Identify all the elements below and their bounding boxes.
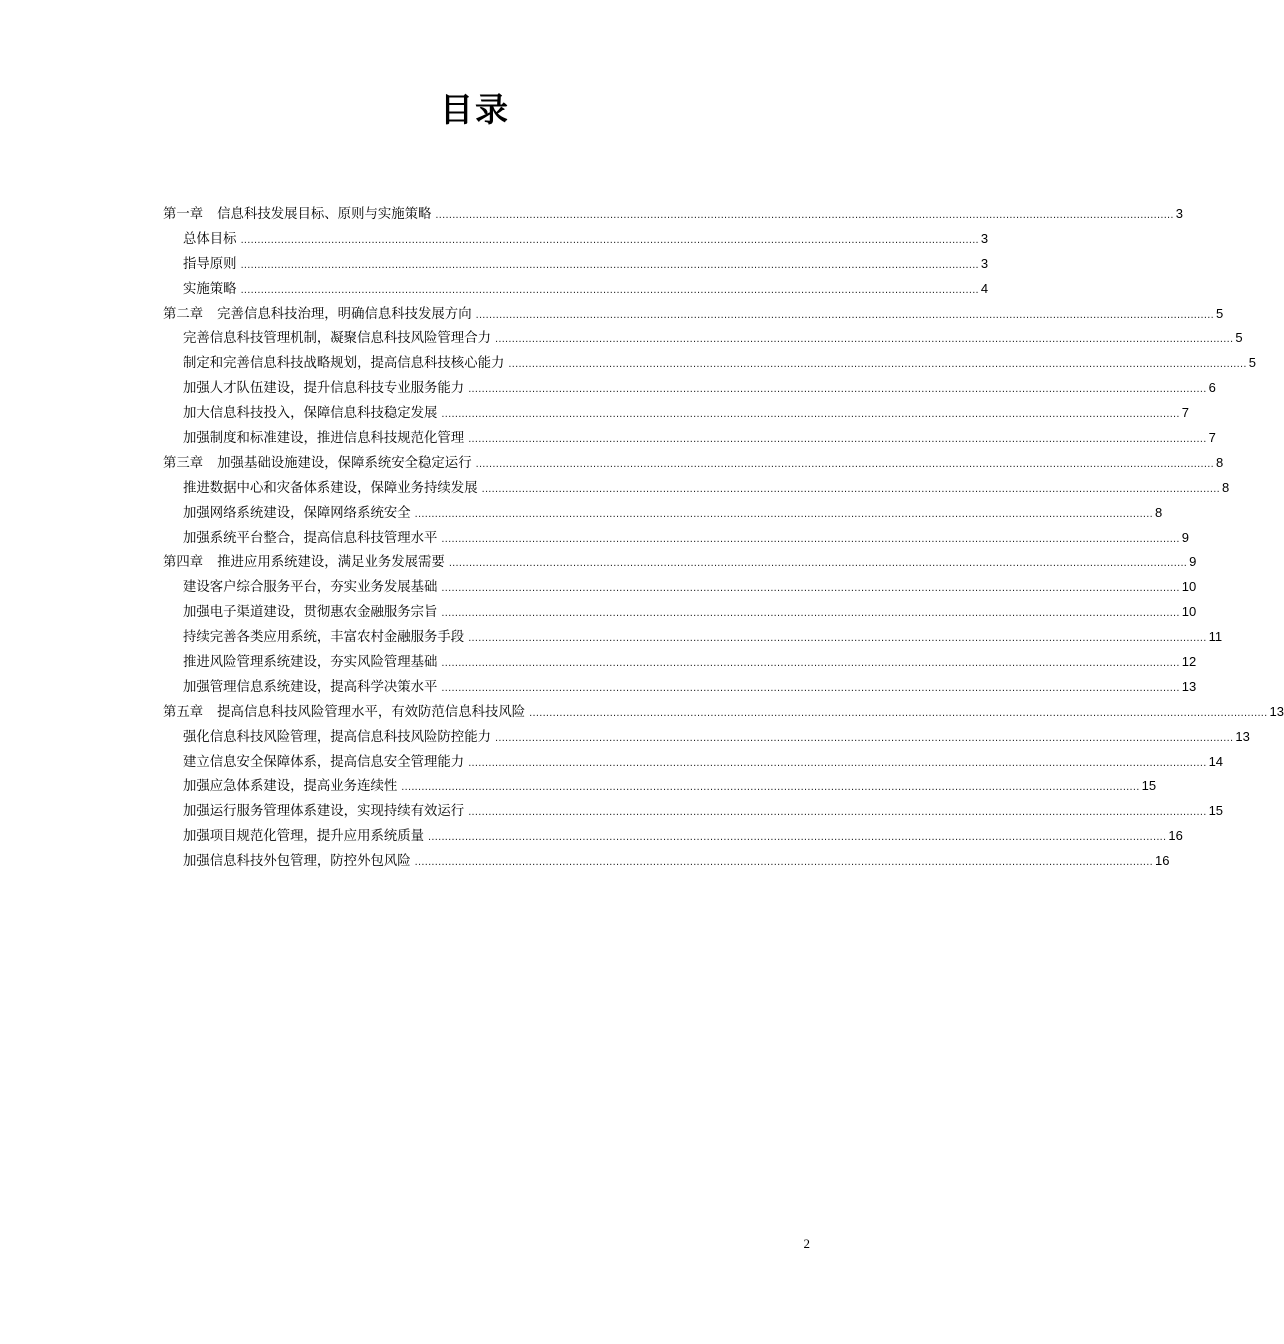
toc-entry-label	[183, 800, 464, 825]
toc-entry-label	[183, 402, 437, 427]
toc-page-number: 8	[1215, 454, 1224, 470]
toc-page-number: 13	[1181, 678, 1197, 694]
toc-chapter-entry[interactable]	[163, 550, 1197, 575]
toc-page-number: 16	[1168, 828, 1183, 844]
toc-section-entry[interactable]	[163, 650, 1197, 675]
toc-section-entry[interactable]	[163, 600, 1197, 625]
toc-entry-label	[183, 278, 237, 303]
toc-dot-leader: ............................................................................................................................................................................................................................	[529, 706, 1268, 719]
toc-page-number: 7	[1208, 430, 1216, 446]
toc-entry-label	[183, 327, 491, 352]
toc-dot-leader: ............................................................................................................................................................................................................................	[494, 333, 1234, 346]
toc-entry-title: 完善信息科技管理机制，凝聚信息科技风险管理合力	[183, 331, 491, 347]
toc-section-entry[interactable]	[163, 849, 1170, 874]
toc-page-number: 4	[980, 280, 989, 296]
toc-entry-title: 持续完善各类应用系统，丰富农村金融服务手段	[183, 630, 465, 646]
toc-dot-leader: ............................................................................................................................................................................................................................	[240, 283, 979, 296]
toc-dot-leader: ............................................................................................................................................................................................................................	[240, 258, 979, 271]
toc-dot-leader: ............................................................................................................................................................................................................................	[468, 806, 1207, 819]
toc-entry-title: 推进风险管理系统建设，夯实风险管理基础	[183, 655, 438, 671]
toc-entry-label	[183, 626, 464, 651]
toc-section-entry[interactable]	[163, 426, 1216, 451]
toc-entry-label	[183, 377, 464, 402]
toc-entry-label	[183, 751, 464, 776]
toc-dot-leader: ............................................................................................................................................................................................................................	[508, 358, 1247, 371]
toc-section-entry[interactable]	[163, 476, 1230, 501]
toc-section-entry[interactable]	[163, 625, 1223, 650]
toc-entry-label	[183, 850, 411, 875]
toc-section-entry[interactable]	[163, 351, 1256, 376]
toc-entry-label	[183, 775, 397, 800]
toc-dot-leader: ............................................................................................................................................................................................................................	[468, 756, 1207, 769]
toc-chapter-entry[interactable]	[163, 451, 1224, 476]
toc-entry-title: 完善信息科技治理，明确信息科技发展方向	[217, 306, 472, 322]
toc-entry-label	[183, 825, 424, 850]
toc-chapter-entry[interactable]	[163, 700, 1284, 725]
toc-entry-label	[163, 203, 431, 228]
toc-page-number: 10	[1181, 604, 1197, 620]
toc-page-number: 8	[1221, 479, 1230, 495]
toc-dot-leader: ............................................................................................................................................................................................................................	[468, 433, 1207, 446]
toc-entry-label	[183, 576, 437, 601]
toc-entry-title: 加强电子渠道建设，贯彻惠农金融服务宗旨	[183, 605, 438, 621]
toc-entry-label	[183, 427, 464, 452]
toc-entry-title: 建立信息安全保障体系，提高信息安全管理能力	[183, 754, 465, 770]
toc-section-entry[interactable]	[163, 227, 989, 252]
toc-dot-leader: ............................................................................................................................................................................................................................	[441, 681, 1180, 694]
toc-dot-leader: ............................................................................................................................................................................................................................	[468, 632, 1207, 645]
toc-entry-title: 建设客户综合服务平台，夯实业务发展基础	[183, 580, 438, 596]
toc-dot-leader: ............................................................................................................................................................................................................................	[441, 607, 1180, 620]
toc-section-entry[interactable]	[163, 575, 1197, 600]
toc-entry-label	[183, 253, 237, 278]
toc-entry-label	[183, 228, 237, 253]
toc-entry-title: 信息科技发展目标、原则与实施策略	[217, 207, 432, 222]
toc-chapter-number: 第二章	[163, 306, 204, 322]
toc-dot-leader: ............................................................................................................................................................................................................................	[468, 383, 1207, 396]
toc-entry-label	[183, 527, 437, 552]
toc-section-entry[interactable]	[163, 774, 1157, 799]
toc-entry-label	[183, 676, 437, 701]
toc-section-entry[interactable]	[163, 750, 1224, 775]
toc-entry-title: 加强制度和标准建设，推进信息科技规范化管理	[183, 431, 465, 447]
toc-page-number: 13	[1235, 728, 1250, 744]
toc-dot-leader: ............................................................................................................................................................................................................................	[475, 308, 1214, 321]
toc-section-entry[interactable]	[163, 252, 989, 277]
toc-entry-title: 指导原则	[183, 256, 237, 272]
toc-entry-title: 推进应用系统建设，满足业务发展需要	[217, 555, 445, 571]
toc-entry-title: 加强信息科技外包管理，防控外包风险	[183, 854, 411, 870]
toc-page-number: 8	[1155, 504, 1163, 520]
toc-dot-leader: ............................................................................................................................................................................................................................	[401, 781, 1140, 794]
toc-dot-leader: ............................................................................................................................................................................................................................	[494, 731, 1234, 744]
toc-section-entry[interactable]	[163, 725, 1250, 750]
toc-section-entry[interactable]	[163, 277, 989, 302]
toc-entry-label	[163, 303, 472, 328]
toc-entry-title: 提高信息科技风险管理水平，有效防范信息科技风险	[217, 704, 526, 720]
toc-section-entry[interactable]	[163, 824, 1183, 849]
toc-dot-leader: ............................................................................................................................................................................................................................	[441, 582, 1180, 595]
toc-dot-leader: ............................................................................................................................................................................................................................	[441, 657, 1180, 670]
toc-section-entry[interactable]	[163, 799, 1224, 824]
toc-entry-title: 加强基础设施建设，保障系统安全稳定运行	[217, 455, 472, 471]
toc-section-entry[interactable]	[163, 501, 1163, 526]
toc-entry-title: 加强网络系统建设，保障网络系统安全	[183, 505, 411, 521]
toc-section-entry[interactable]	[163, 675, 1197, 700]
toc-entry-label	[183, 601, 437, 626]
toc-entry-title: 加强系统平台整合，提高信息科技管理水平	[183, 530, 438, 546]
page-title: 目录	[440, 90, 510, 129]
toc-page-number: 7	[1181, 405, 1190, 421]
toc-entry-label	[183, 352, 504, 377]
toc-section-entry[interactable]	[163, 326, 1243, 351]
toc-dot-leader: ............................................................................................................................................................................................................................	[441, 532, 1180, 545]
toc-entry-title: 实施策略	[183, 281, 237, 297]
toc-section-entry[interactable]	[163, 526, 1190, 551]
toc-entry-label	[163, 701, 525, 726]
toc-section-entry[interactable]	[163, 401, 1190, 426]
toc-entry-title: 加强人才队伍建设，提升信息科技专业服务能力	[183, 381, 465, 397]
toc-dot-leader: ............................................................................................................................................................................................................................	[475, 457, 1214, 470]
toc-entry-title: 强化信息科技风险管理，提高信息科技风险防控能力	[183, 729, 491, 745]
toc-entry-title: 推进数据中心和灾备体系建设，保障业务持续发展	[183, 480, 478, 496]
toc-chapter-entry[interactable]	[163, 302, 1224, 327]
toc-entry-label	[183, 726, 491, 751]
toc-page-number: 9	[1189, 554, 1197, 570]
toc-page-number: 14	[1208, 753, 1224, 769]
toc-page-number: 12	[1181, 654, 1197, 670]
toc-entry-label	[163, 551, 445, 576]
toc-chapter-number: 第四章	[163, 555, 204, 571]
toc-dot-leader: ............................................................................................................................................................................................................................	[481, 482, 1220, 495]
toc-page-number: 6	[1208, 380, 1216, 396]
toc-dot-leader: ............................................................................................................................................................................................................................	[435, 209, 1174, 221]
toc-page-number: 16	[1155, 853, 1170, 869]
toc-dot-leader: ............................................................................................................................................................................................................................	[448, 557, 1188, 570]
toc-entry-title: 加强管理信息系统建设，提高科学决策水平	[183, 679, 438, 695]
toc-dot-leader: ............................................................................................................................................................................................................................	[441, 408, 1180, 421]
toc-entry-title: 加强运行服务管理体系建设，实现持续有效运行	[183, 804, 465, 820]
toc-dot-leader: ............................................................................................................................................................................................................................	[414, 507, 1153, 520]
toc-chapter-number: 第三章	[163, 455, 204, 471]
toc-page-number: 3	[980, 255, 989, 271]
toc-entry-title: 加强项目规范化管理，提升应用系统质量	[183, 829, 425, 845]
toc-entry-title: 总体目标	[183, 231, 237, 247]
toc-page-number: 10	[1181, 579, 1197, 595]
table-of-contents	[163, 202, 1284, 874]
toc-page-number: 5	[1235, 330, 1243, 346]
toc-page-number: 5	[1248, 355, 1256, 371]
toc-page-number: 15	[1141, 778, 1157, 794]
toc-page-number: 5	[1215, 305, 1224, 321]
page-number: 2	[803, 1236, 810, 1251]
toc-page-number: 3	[1175, 206, 1184, 221]
toc-entry-title: 制定和完善信息科技战略规划，提高信息科技核心能力	[183, 356, 505, 372]
toc-page-number: 3	[980, 230, 989, 246]
toc-page-number: 9	[1181, 529, 1190, 545]
toc-dot-leader: ............................................................................................................................................................................................................................	[414, 856, 1153, 869]
toc-entry-title: 加强应急体系建设，提高业务连续性	[183, 779, 398, 795]
toc-entry-title: 加大信息科技投入，保障信息科技稳定发展	[183, 406, 438, 422]
toc-entry-label	[183, 477, 478, 502]
toc-entry-label	[183, 651, 437, 676]
toc-dot-leader: ............................................................................................................................................................................................................................	[428, 831, 1167, 844]
toc-section-entry[interactable]	[163, 376, 1216, 401]
toc-entry-label	[183, 502, 411, 527]
toc-chapter-entry[interactable]	[163, 202, 1184, 227]
toc-chapter-number: 第一章	[163, 207, 204, 222]
toc-dot-leader: ............................................................................................................................................................................................................................	[240, 233, 979, 246]
toc-page-number: 15	[1208, 803, 1224, 819]
toc-chapter-number: 第五章	[163, 704, 204, 720]
toc-page-number: 13	[1269, 703, 1284, 719]
toc-entry-label	[163, 452, 472, 477]
toc-page-number: 11	[1208, 629, 1223, 645]
